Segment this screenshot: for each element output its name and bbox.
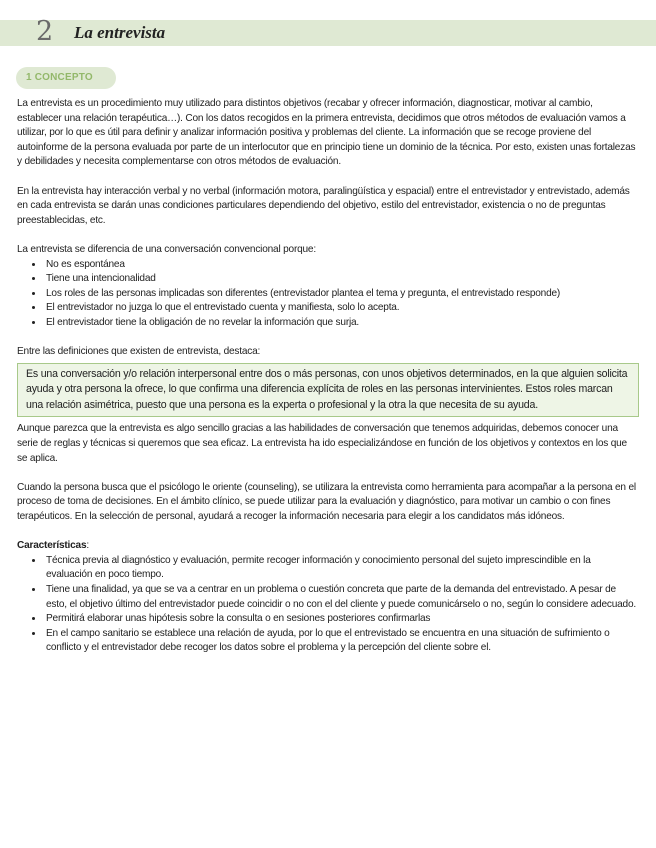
list-item: • Tiene una intencionalidad <box>44 272 639 287</box>
paragraph-intro: La entrevista es un procedimiento muy utilizado para distintos objetivos (recabar y ofrecer información, diagnosticar, motivar al cambio, establecer una relación terapéutica…). Con los datos recogidos en la primera entrevista, decidimos que otros métodos de evaluación vamos a utilizar, por lo que es útil para definir y analizar información positiva y problemas del cliente. La información que se recoge proviene del autoinforme de la persona evaluada por parte de un interlocutor que en principio tiene un dominio de la técnica. Por esto, existen unas fortalezas y debilidades y necesita complementarse con otros métodos de evaluación. <box>17 98 636 168</box>
chapter-title: La entrevista <box>74 23 166 42</box>
section-title: 1 CONCEPTO <box>26 72 93 83</box>
document-body <box>17 97 639 656</box>
list-item: • Técnica previa al diagnóstico y evaluación, permite recoger información y conocimiento personal del sujeto imprescindible en la evaluación en poco tiempo. <box>44 554 639 583</box>
list-item: • No es espontánea <box>44 258 639 273</box>
characteristics-list <box>17 554 639 656</box>
chapter-number: 2 <box>36 16 54 47</box>
paragraph-contexts: Cuando la persona busca que el psicólogo le oriente (counseling), se utilizara la entrevista como herramienta para acompañar a la persona en el proceso de toma de decisiones. En el ámbito clínico, se puede utilizar para la evaluación y diagnóstico, para motivar un cambio o con fines terapéuticos. En la selección de personal, ayudará a recoger la información necesaria para elegir a los candidatos más idóneos. <box>17 481 636 523</box>
definition-callout: Es una conversación y/o relación interpersonal entre dos o más personas, con unos objetivos determinados, en la que alguien solicita ayuda y otra persona la ofrece, lo que confirma una diferencia explícita de roles en las personas intervinientes. Estos roles marcan una relación asimétrica, puesto que una persona es la experta o profesional y la otra la que necesita de su ayuda. <box>17 363 639 418</box>
paragraph-definitions-intro: Entre las definiciones que existen de entrevista, destaca: <box>17 346 261 358</box>
list-item: • Tiene una finalidad, ya que se va a centrar en un problema o cuestión concreta que parte de la demanda del entrevistado. A pesar de esto, el objetivo último del entrevistador puede coincidir o no con el del cliente y puede comunicárselo o no, según lo considere adecuado. <box>44 583 639 612</box>
differences-list <box>17 258 639 331</box>
paragraph-interaction: En la entrevista hay interacción verbal y no verbal (información motora, paralingüística y espacial) entre el entrevistador y entrevistado, además en cada entrevista se darán unas condiciones particulares dependiendo del objetivo, estilo del entrevistador, existencia o no de preguntas preestablecidas, etc. <box>17 185 630 226</box>
characteristics-heading: Características <box>17 540 87 552</box>
list-item: • El entrevistador no juzga lo que el entrevistado cuenta y manifiesta, solo lo acepta. <box>44 301 639 316</box>
list-item: • Los roles de las personas implicadas son diferentes (entrevistador plantea el tema y pregunta, el entrevistado responde) <box>44 287 639 302</box>
list-item: • En el campo sanitario se establece una relación de ayuda, por lo que el entrevistado se encuentra en una situación de sufrimiento o conflicto y el entrevistador debe recoger los datos sobre el problema y la percepción del cliente sobre el. <box>44 627 639 656</box>
characteristics-colon: : <box>86 540 89 552</box>
list-item: • El entrevistador tiene la obligación de no revelar la información que surja. <box>44 316 639 331</box>
list-item: • Permitirá elaborar unas hipótesis sobre la consulta o en sesiones posteriores confirmarlas <box>44 612 639 627</box>
paragraph-rules: Aunque parezca que la entrevista es algo sencillo gracias a las habilidades de conversación que tenemos adquiridas, debemos conocer una serie de reglas y técnicas si queremos que sea eficaz. La entrevista ha ido especializándose en función de los objetivos y contextos en los que se aplica. <box>17 423 627 464</box>
characteristics-heading-line <box>17 539 639 554</box>
paragraph-differences-intro: La entrevista se diferencia de una conversación convencional porque: <box>17 243 316 255</box>
